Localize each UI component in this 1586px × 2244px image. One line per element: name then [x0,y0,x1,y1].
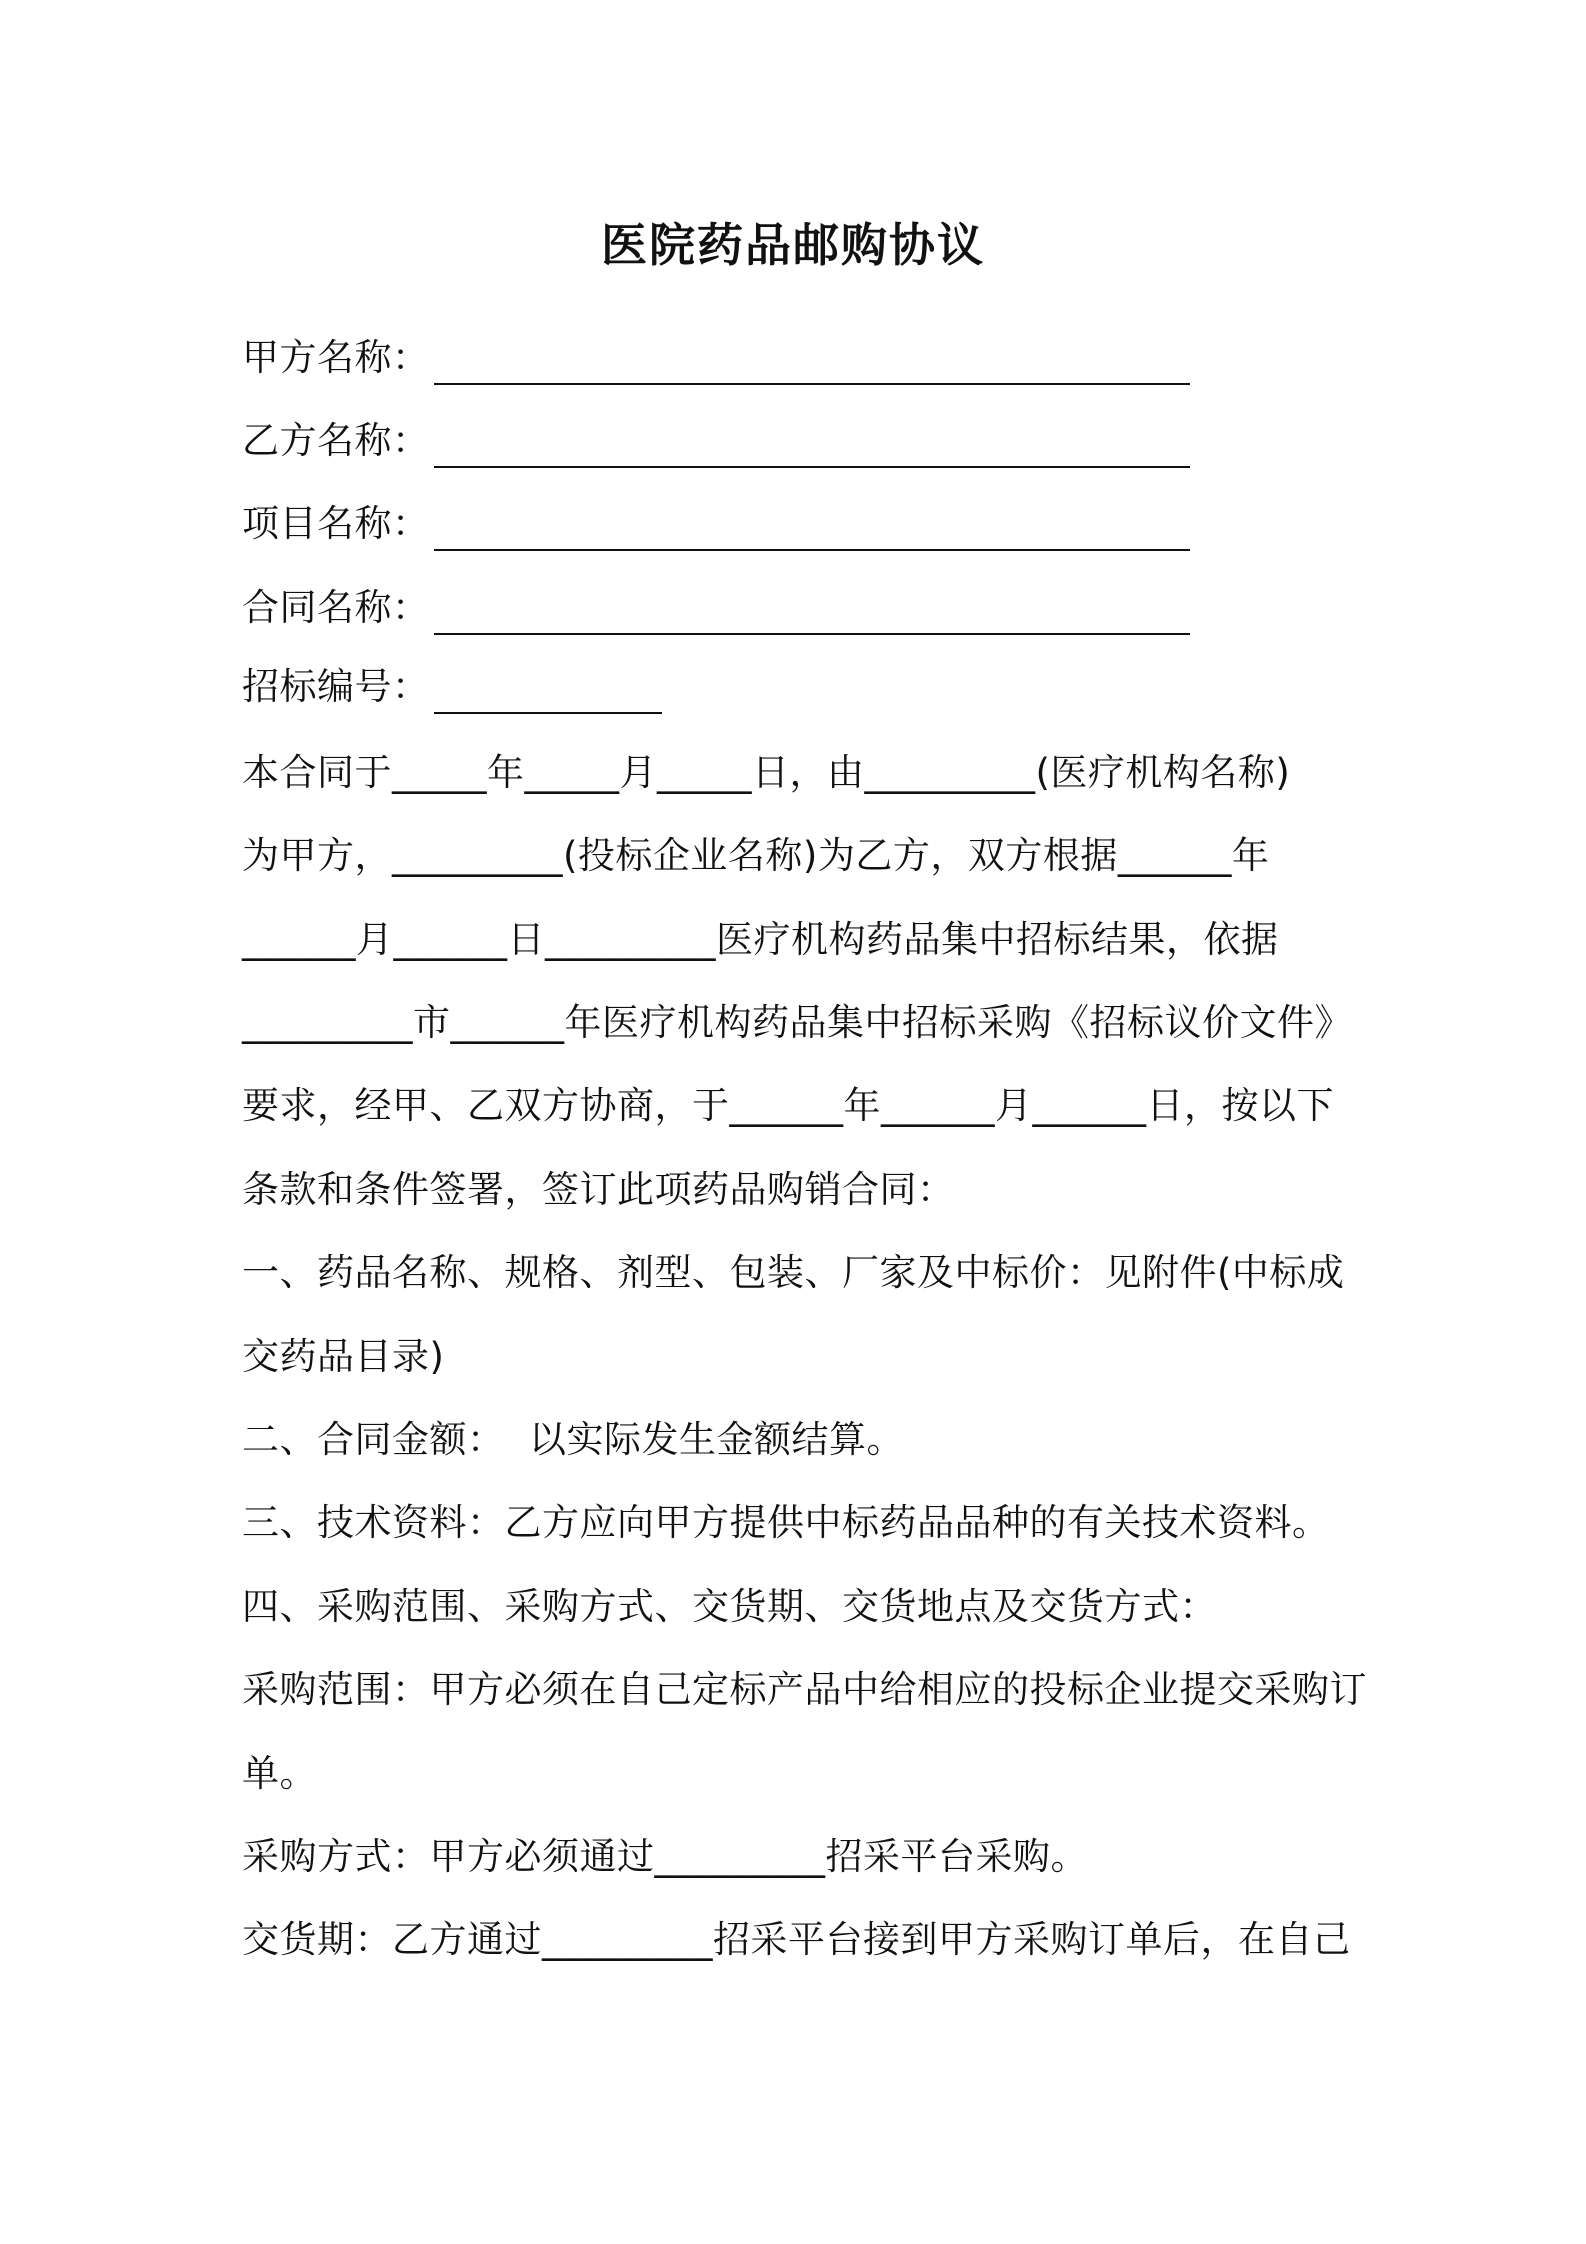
body-line: 采购范围：甲方必须在自己定标产品中给相应的投标企业提交采购订 [242,1668,1367,1711]
body-line: 为甲方，_________(投标企业名称)为乙方，双方根据______年 [242,834,1270,877]
contract-name-blank [434,593,1190,635]
body-line: 四、采购范围、采购方式、交货期、交货地点及交货方式： [242,1585,1217,1628]
body-line: 本合同于_____年_____月_____日，由_________(医疗机构名称) [242,751,1291,794]
tender-number-blank [434,672,662,714]
field-label: 乙方名称： [242,419,430,462]
body-line: _________市______年医疗机构药品集中招标采购《招标议价文件》 [242,1001,1352,1044]
body-line: 条款和条件签署，签订此项药品购销合同： [242,1168,955,1211]
party-a-name-blank [434,343,1190,385]
field-tender-number [242,660,662,714]
field-party-a [242,331,1190,385]
field-label: 甲方名称： [242,336,430,379]
party-b-name-blank [434,426,1190,468]
body-line: 三、技术资料：乙方应向甲方提供中标药品品种的有关技术资料。 [242,1501,1330,1544]
field-contract-name [242,581,1190,635]
body-line: 采购方式：甲方必须通过_________招采平台采购。 [242,1835,1088,1878]
field-label: 合同名称： [242,586,430,629]
field-label: 招标编号： [242,665,430,708]
body-line: 单。 [242,1752,317,1795]
document-title: 医院药品邮购协议 [601,218,985,272]
body-line: 要求，经甲、乙双方协商，于______年______月______日，按以下 [242,1084,1334,1127]
field-party-b [242,414,1190,468]
body-line: 交货期：乙方通过_________招采平台接到甲方采购订单后，在自己 [242,1918,1351,1961]
body-line: ______月______日_________医疗机构药品集中招标结果，依据 [242,918,1279,961]
field-project-name [242,497,1190,551]
body-line: 交药品目录) [242,1335,445,1378]
body-line: 二、合同金额： 以实际发生金额结算。 [242,1418,905,1461]
field-label: 项目名称： [242,502,430,545]
project-name-blank [434,509,1190,551]
body-line: 一、药品名称、规格、剂型、包装、厂家及中标价：见附件(中标成 [242,1251,1345,1294]
